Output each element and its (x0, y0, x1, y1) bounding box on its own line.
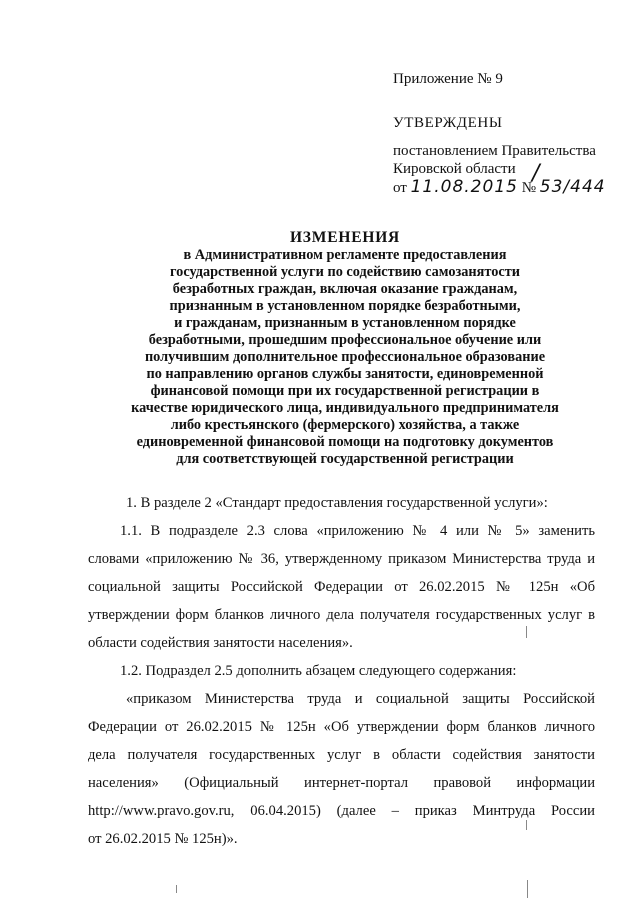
approved-label: УТВЕРЖДЕНЫ (393, 115, 503, 131)
paragraph-1: 1. В разделе 2 «Стандарт предоставления государственной услуги»: (126, 495, 548, 511)
title-line: для соответствующей государственной регистрации (176, 451, 514, 467)
title-line: либо крестьянского (фермерского) хозяйства, а также (170, 417, 520, 433)
paragraph-4-line: http://www.pravo.gov.ru, 06.04.2015) (далее – приказ Минтруда России (88, 803, 595, 819)
paragraph-2-line: социальной защиты Российской Федерации от 26.02.2015 № 125н «Об (88, 579, 595, 595)
title-heading: ИЗМЕНЕНИЯ (289, 229, 401, 246)
title-line: по направлению органов службы занятости, единовременной (146, 366, 544, 382)
paragraph-4-line: дела получателя государственных услуг в области содействия занятости (88, 747, 595, 763)
appendix-label: Приложение № 9 (393, 71, 503, 87)
title-line: получившим дополнительное профессиональное образование (144, 349, 546, 365)
paragraph-2-line: утверждении форм бланков личного дела получателя государственных услуг в (88, 607, 595, 623)
title-line: безработных граждан, включая оказание гражданам, (172, 281, 518, 297)
title-line: признанным в установленном порядке безработными, (169, 298, 521, 314)
paragraph-2-line: 1.1. В подразделе 2.3 слова «приложению № 4 или № 5» заменить (120, 523, 595, 539)
title-line: качестве юридического лица, индивидуального предпринимателя (131, 400, 559, 416)
decree-number-label: № (521, 180, 537, 196)
scan-speck (526, 626, 527, 638)
scan-speck (176, 885, 177, 893)
title-line: и гражданам, признанным в установленном порядке (174, 315, 516, 331)
decree-number: 53/444 (539, 177, 606, 197)
decree-date: 11.08.2015 (410, 177, 518, 197)
paragraph-4-line: от 26.02.2015 № 125н)». (88, 831, 238, 847)
title-line: единовременной финансовой помощи на подготовку документов (136, 434, 554, 450)
title-line: безработными, прошедшим профессиональное обучение или (148, 332, 542, 348)
title-line: в Административном регламенте предоставления (183, 247, 507, 263)
title-line: финансовой помощи при их государственной регистрации в (150, 383, 540, 399)
decree-line-2: Кировской области (393, 161, 516, 177)
paragraph-4-line: населения» (Официальный интернет-портал правовой информации (88, 775, 595, 791)
scan-speck (527, 880, 528, 898)
decree-line-1: постановлением Правительства (393, 143, 596, 159)
paragraph-2-line: словами «приложению № 36, утвержденному приказом Министерства труда и (88, 551, 595, 567)
paragraph-2-line: области содействия занятости населения». (88, 635, 353, 651)
document-title (60, 228, 630, 468)
paragraph-4-line: Федерации от 26.02.2015 № 125н «Об утверждении форм бланков личного (88, 719, 595, 735)
title-line: государственной услуги по содействию самозанятости (170, 264, 520, 280)
decree-date-line (393, 178, 606, 198)
scan-speck (526, 820, 527, 830)
paragraph-3: 1.2. Подраздел 2.5 дополнить абзацем следующего содержания: (120, 663, 517, 679)
decree-from-label: от (393, 180, 407, 196)
paragraph-4-line: «приказом Министерства труда и социальной защиты Российской (126, 691, 595, 707)
handwritten-slash: / (532, 161, 540, 186)
